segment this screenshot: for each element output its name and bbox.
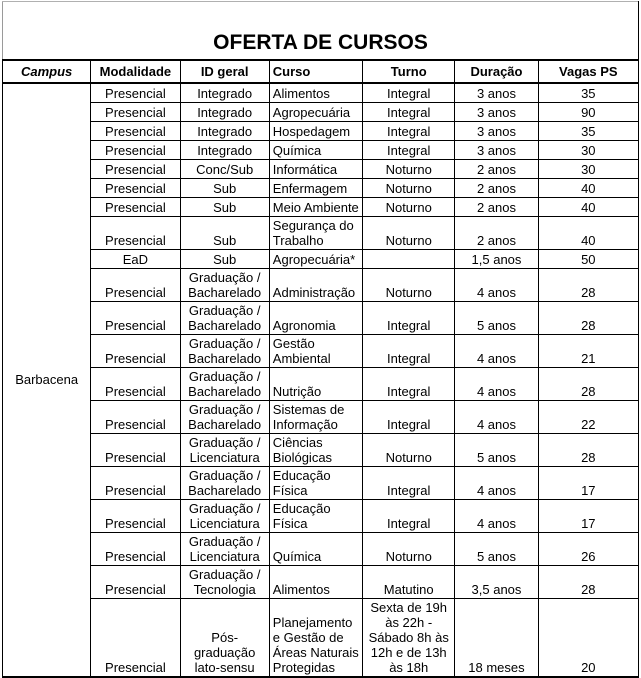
cell-vagas-ps: 90	[538, 102, 638, 121]
cell-turno: Integral	[363, 301, 455, 334]
cell-turno: Integral	[363, 466, 455, 499]
cell-modalidade: Presencial	[91, 565, 180, 598]
table-row	[3, 197, 639, 216]
table-row	[3, 216, 639, 249]
table-row	[3, 301, 639, 334]
cell-turno: Integral	[363, 367, 455, 400]
cell-vagas-ps: 40	[538, 216, 638, 249]
cell-turno: Integral	[363, 400, 455, 433]
col-header-vagas-ps: Vagas PS	[538, 60, 638, 83]
table-row	[3, 102, 639, 121]
cell-modalidade: Presencial	[91, 178, 180, 197]
cell-duracao: 2 anos	[455, 159, 538, 178]
cell-modalidade: Presencial	[91, 121, 180, 140]
cell-id-geral: Graduação / Bacharelado	[180, 301, 269, 334]
table-row	[3, 367, 639, 400]
table-row	[3, 565, 639, 598]
cell-turno: Noturno	[363, 268, 455, 301]
cell-turno: Noturno	[363, 532, 455, 565]
cell-duracao: 3 anos	[455, 140, 538, 159]
cell-id-geral: Graduação / Tecnologia	[180, 565, 269, 598]
cell-turno: Noturno	[363, 178, 455, 197]
cell-turno: Sexta de 19h às 22h - Sábado 8h às 12h e de 13h às 18h	[363, 598, 455, 677]
cell-turno: Integral	[363, 102, 455, 121]
cell-duracao: 3 anos	[455, 121, 538, 140]
cell-turno: Integral	[363, 334, 455, 367]
cell-turno: Noturno	[363, 216, 455, 249]
cell-curso: Gestão Ambiental	[269, 334, 362, 367]
table-row	[3, 159, 639, 178]
table-row	[3, 466, 639, 499]
cell-modalidade: Presencial	[91, 499, 180, 532]
cell-curso: Alimentos	[269, 83, 362, 102]
col-header-modalidade: Modalidade	[91, 60, 180, 83]
table-row	[3, 433, 639, 466]
cell-id-geral: Graduação / Bacharelado	[180, 334, 269, 367]
page	[0, 1, 641, 678]
cell-duracao: 4 anos	[455, 466, 538, 499]
cell-duracao: 4 anos	[455, 268, 538, 301]
cell-vagas-ps: 50	[538, 249, 638, 268]
campus-cell: Barbacena	[3, 83, 91, 677]
cell-id-geral: Graduação / Bacharelado	[180, 367, 269, 400]
cell-modalidade: Presencial	[91, 367, 180, 400]
cell-id-geral: Integrado	[180, 83, 269, 102]
col-header-duracao: Duração	[455, 60, 538, 83]
table-row	[3, 249, 639, 268]
cell-id-geral: Sub	[180, 197, 269, 216]
cell-duracao: 3 anos	[455, 83, 538, 102]
cell-vagas-ps: 17	[538, 499, 638, 532]
cell-curso: Nutrição	[269, 367, 362, 400]
cell-duracao: 4 anos	[455, 499, 538, 532]
cell-vagas-ps: 28	[538, 367, 638, 400]
cell-turno: Integral	[363, 121, 455, 140]
cell-id-geral: Conc/Sub	[180, 159, 269, 178]
cell-duracao: 5 anos	[455, 532, 538, 565]
cell-duracao: 2 anos	[455, 178, 538, 197]
cell-modalidade: Presencial	[91, 268, 180, 301]
cell-turno: Noturno	[363, 433, 455, 466]
cell-curso: Agropecuária	[269, 102, 362, 121]
cell-vagas-ps: 40	[538, 178, 638, 197]
cell-vagas-ps: 17	[538, 466, 638, 499]
header-row	[3, 60, 639, 83]
table-row	[3, 121, 639, 140]
cell-modalidade: Presencial	[91, 197, 180, 216]
cell-turno: Integral	[363, 83, 455, 102]
cell-id-geral: Integrado	[180, 102, 269, 121]
cell-curso: Hospedagem	[269, 121, 362, 140]
cell-vagas-ps: 30	[538, 159, 638, 178]
cell-id-geral: Pós-graduação lato-sensu	[180, 598, 269, 677]
cell-modalidade: Presencial	[91, 466, 180, 499]
cell-curso: Meio Ambiente	[269, 197, 362, 216]
cell-curso: Educação Física	[269, 466, 362, 499]
cell-curso: Informática	[269, 159, 362, 178]
cell-id-geral: Graduação / Bacharelado	[180, 400, 269, 433]
title-row	[3, 2, 639, 61]
cell-curso: Segurança do Trabalho	[269, 216, 362, 249]
cell-id-geral: Graduação / Bacharelado	[180, 268, 269, 301]
cell-vagas-ps: 28	[538, 268, 638, 301]
cell-id-geral: Graduação / Bacharelado	[180, 466, 269, 499]
cell-turno: Noturno	[363, 197, 455, 216]
cell-vagas-ps: 21	[538, 334, 638, 367]
cell-modalidade: Presencial	[91, 334, 180, 367]
cell-curso: Química	[269, 140, 362, 159]
cell-curso: Administração	[269, 268, 362, 301]
cell-id-geral: Sub	[180, 249, 269, 268]
cell-vagas-ps: 28	[538, 301, 638, 334]
cell-duracao: 1,5 anos	[455, 249, 538, 268]
cell-modalidade: Presencial	[91, 83, 180, 102]
cell-duracao: 4 anos	[455, 367, 538, 400]
cell-turno	[363, 249, 455, 268]
cell-curso: Educação Física	[269, 499, 362, 532]
cell-curso: Planejamento e Gestão de Áreas Naturais Protegidas	[269, 598, 362, 677]
cell-curso: Ciências Biológicas	[269, 433, 362, 466]
cell-id-geral: Integrado	[180, 121, 269, 140]
cell-modalidade: Presencial	[91, 433, 180, 466]
cell-modalidade: Presencial	[91, 532, 180, 565]
table-row	[3, 598, 639, 677]
cell-id-geral: Sub	[180, 216, 269, 249]
cell-modalidade: Presencial	[91, 102, 180, 121]
cell-curso: Agronomia	[269, 301, 362, 334]
col-header-curso: Curso	[269, 60, 362, 83]
cell-vagas-ps: 35	[538, 83, 638, 102]
cell-curso: Química	[269, 532, 362, 565]
cell-curso: Sistemas de Informação	[269, 400, 362, 433]
cell-turno: Integral	[363, 499, 455, 532]
cell-duracao: 2 anos	[455, 216, 538, 249]
table-row	[3, 334, 639, 367]
cell-duracao: 3 anos	[455, 102, 538, 121]
cell-turno: Noturno	[363, 159, 455, 178]
cell-vagas-ps: 20	[538, 598, 638, 677]
cell-vagas-ps: 26	[538, 532, 638, 565]
cell-modalidade: Presencial	[91, 400, 180, 433]
cell-duracao: 4 anos	[455, 400, 538, 433]
cell-vagas-ps: 28	[538, 565, 638, 598]
cell-id-geral: Graduação / Licenciatura	[180, 433, 269, 466]
page-title: OFERTA DE CURSOS	[3, 2, 639, 61]
col-header-campus: Campus	[3, 60, 91, 83]
cell-duracao: 5 anos	[455, 433, 538, 466]
table-row	[3, 178, 639, 197]
cell-modalidade: EaD	[91, 249, 180, 268]
cell-id-geral: Sub	[180, 178, 269, 197]
col-header-turno: Turno	[363, 60, 455, 83]
cell-modalidade: Presencial	[91, 159, 180, 178]
cell-id-geral: Graduação / Licenciatura	[180, 499, 269, 532]
cell-duracao: 2 anos	[455, 197, 538, 216]
oferta-de-cursos-table	[2, 1, 639, 678]
cell-duracao: 18 meses	[455, 598, 538, 677]
table-row	[3, 532, 639, 565]
table-row	[3, 400, 639, 433]
table-row	[3, 499, 639, 532]
cell-id-geral: Integrado	[180, 140, 269, 159]
cell-modalidade: Presencial	[91, 216, 180, 249]
cell-curso: Enfermagem	[269, 178, 362, 197]
cell-duracao: 3,5 anos	[455, 565, 538, 598]
cell-vagas-ps: 30	[538, 140, 638, 159]
table-row	[3, 83, 639, 102]
cell-vagas-ps: 22	[538, 400, 638, 433]
cell-curso: Alimentos	[269, 565, 362, 598]
cell-curso: Agropecuária*	[269, 249, 362, 268]
cell-modalidade: Presencial	[91, 301, 180, 334]
table-row	[3, 268, 639, 301]
cell-vagas-ps: 28	[538, 433, 638, 466]
table-row	[3, 140, 639, 159]
cell-vagas-ps: 40	[538, 197, 638, 216]
col-header-id-geral: ID geral	[180, 60, 269, 83]
cell-turno: Matutino	[363, 565, 455, 598]
cell-turno: Integral	[363, 140, 455, 159]
table-body	[3, 83, 639, 677]
cell-id-geral: Graduação / Licenciatura	[180, 532, 269, 565]
cell-vagas-ps: 35	[538, 121, 638, 140]
cell-modalidade: Presencial	[91, 140, 180, 159]
cell-duracao: 5 anos	[455, 301, 538, 334]
cell-modalidade: Presencial	[91, 598, 180, 677]
cell-duracao: 4 anos	[455, 334, 538, 367]
